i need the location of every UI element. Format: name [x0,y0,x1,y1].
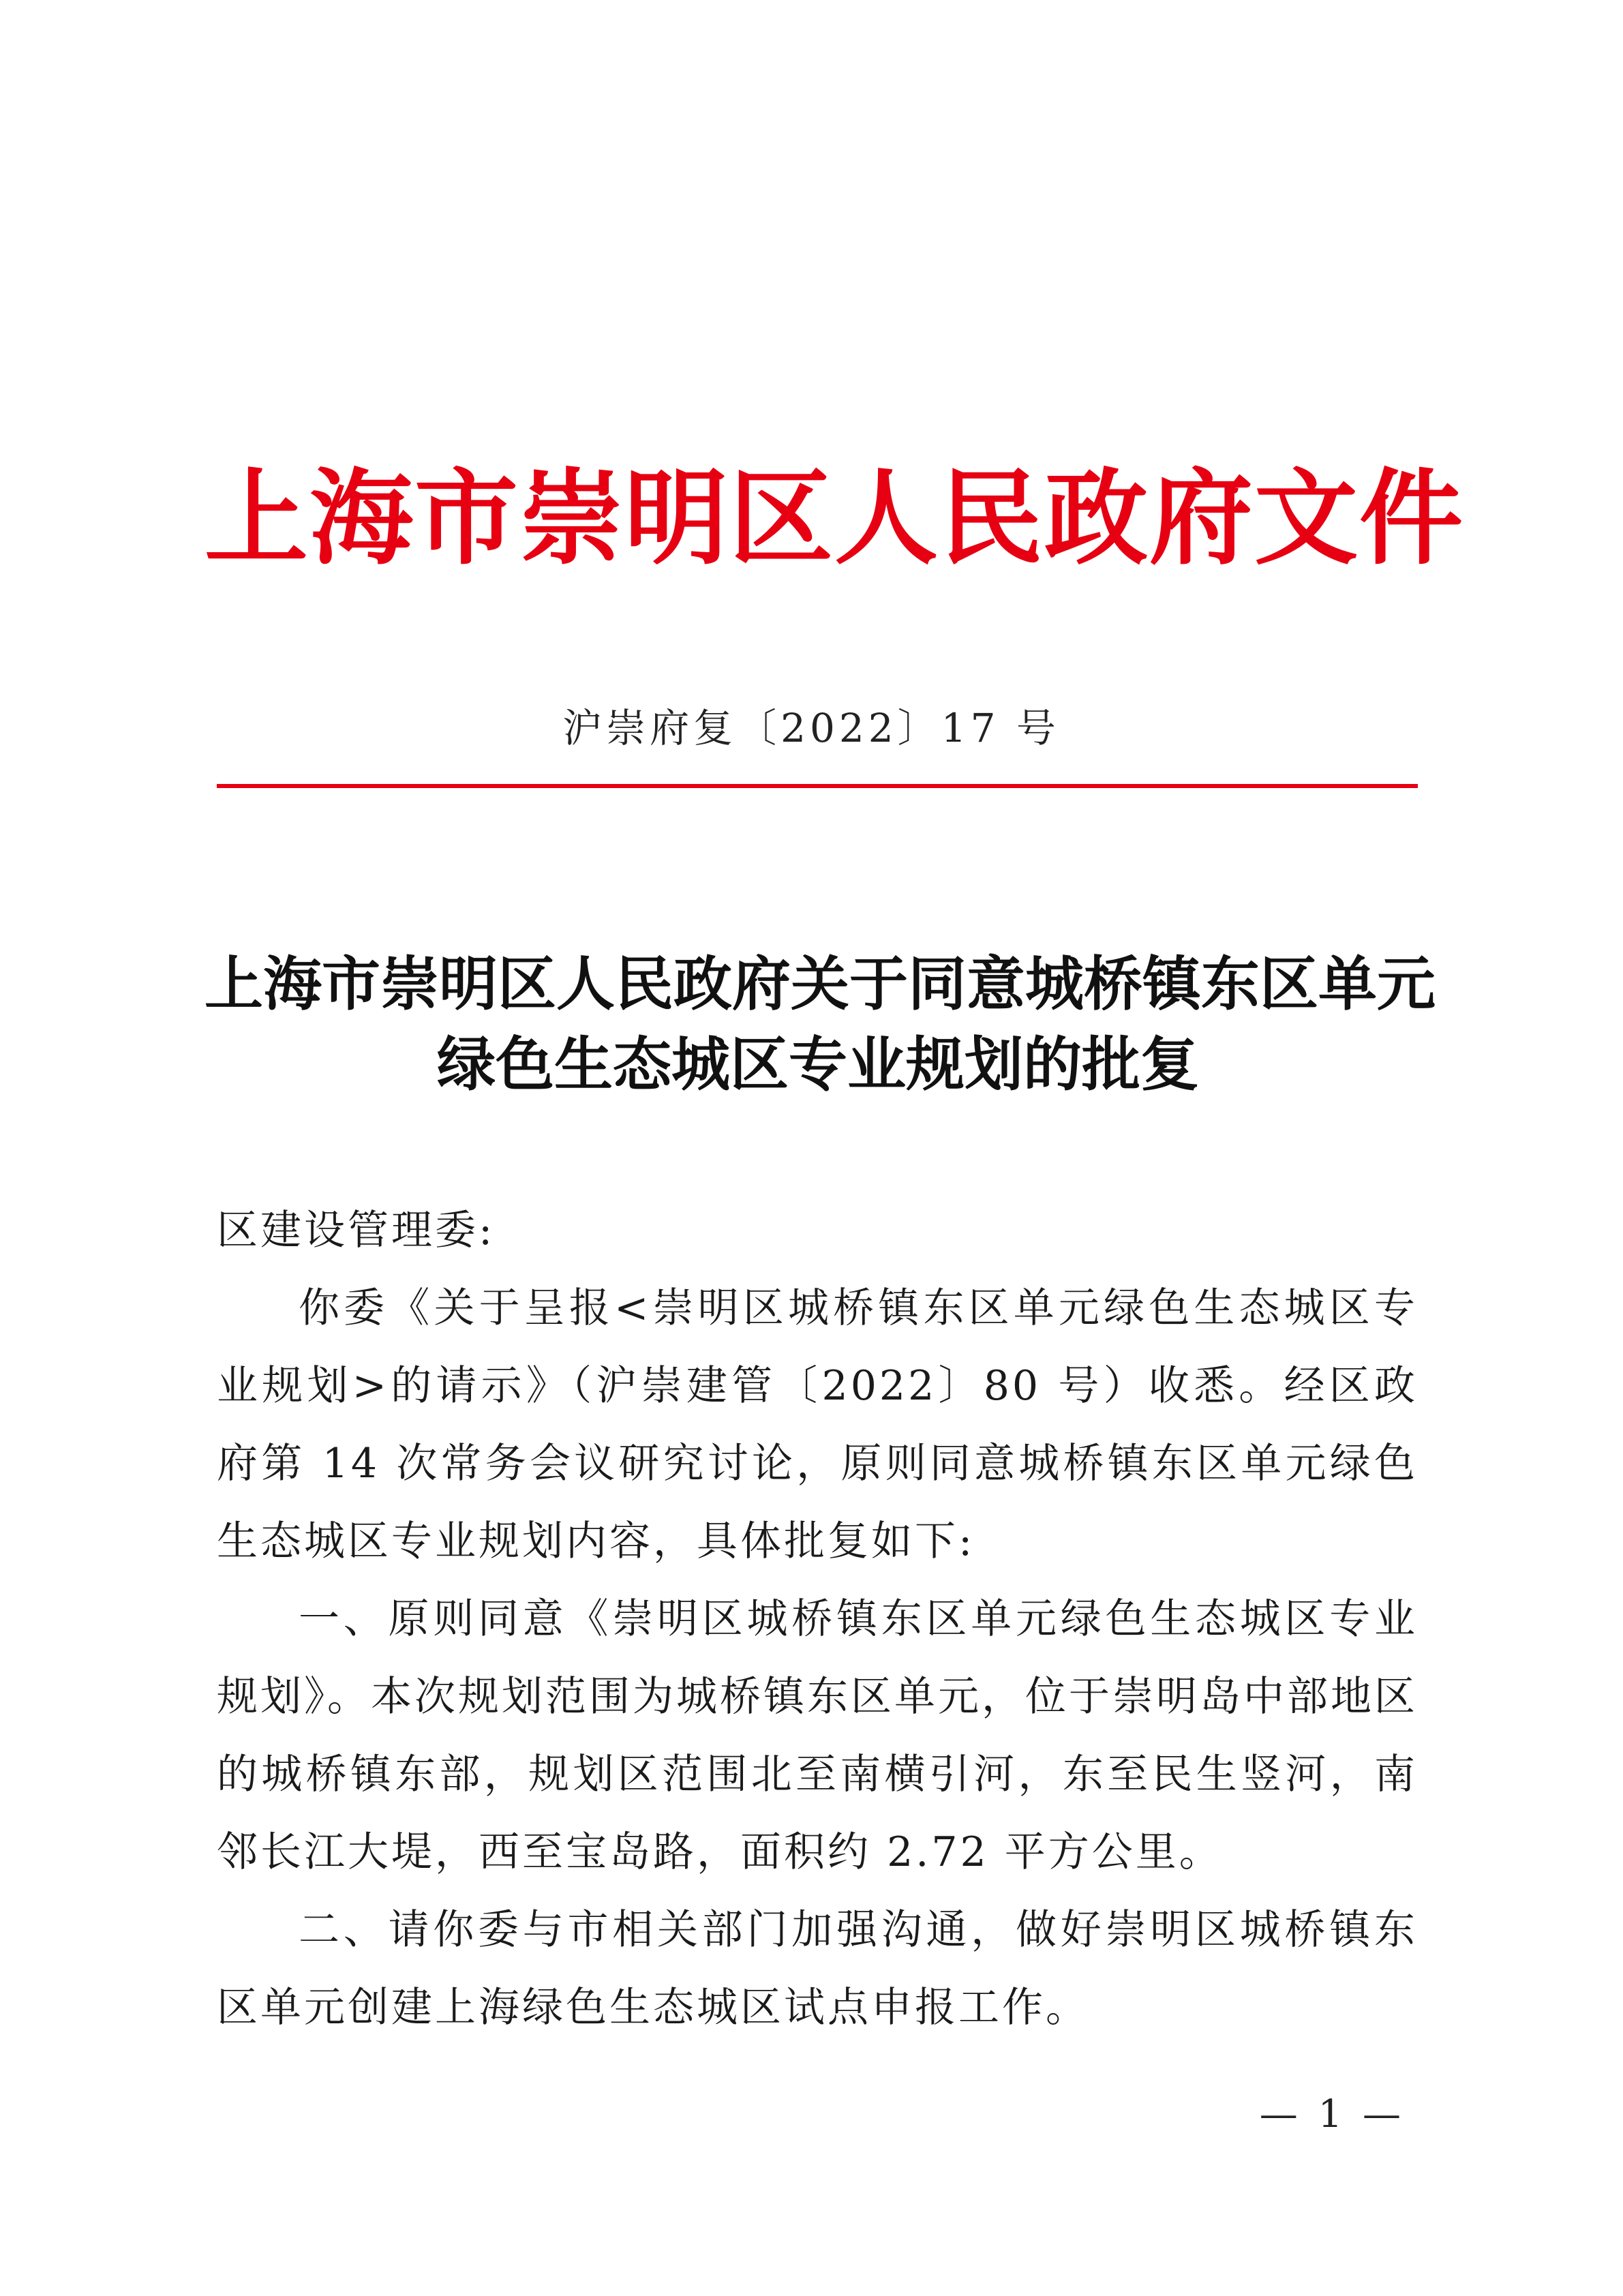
red-divider-line [217,784,1418,788]
page-number: — 1 — [1259,2092,1405,2136]
body-paragraph-2: 一、原则同意《崇明区城桥镇东区单元绿色生态城区专业规划》。本次规划范围为城桥镇东区单元，位于崇明岛中部地区的城桥镇东部，规划区范围北至南横引河，东至民生竖河，南邻长江大堤，西至宝岛路，面积约 2.72 平方公里。 [217,1595,1418,1876]
title-line-2: 绿色生态城区专业规划的批复 [437,1030,1199,1099]
title-line-1: 上海市崇明区人民政府关于同意城桥镇东区单元 [204,950,1436,1018]
document-body [217,1192,1418,2046]
addressee: 区建设管理委: [217,1207,496,1254]
document-number: 沪崇府复〔2022〕17 号 [562,705,1060,751]
body-paragraph-3: 二、请你委与市相关部门加强沟通，做好崇明区城桥镇东区单元创建上海绿色生态城区试点申报工作。 [217,1906,1418,2031]
document-masthead: 上海市崇明区人民政府文件 [204,457,1464,579]
body-paragraph-1: 你委《关于呈报<崇明区城桥镇东区单元绿色生态城区专业规划>的请示》（沪崇建管〔2022〕80 号）收悉。经区政府第 14 次常务会议研究讨论，原则同意城桥镇东区单元绿色生态城区专业规划内容，具体批复如下: [217,1284,1418,1565]
document-title [204,944,1436,1105]
